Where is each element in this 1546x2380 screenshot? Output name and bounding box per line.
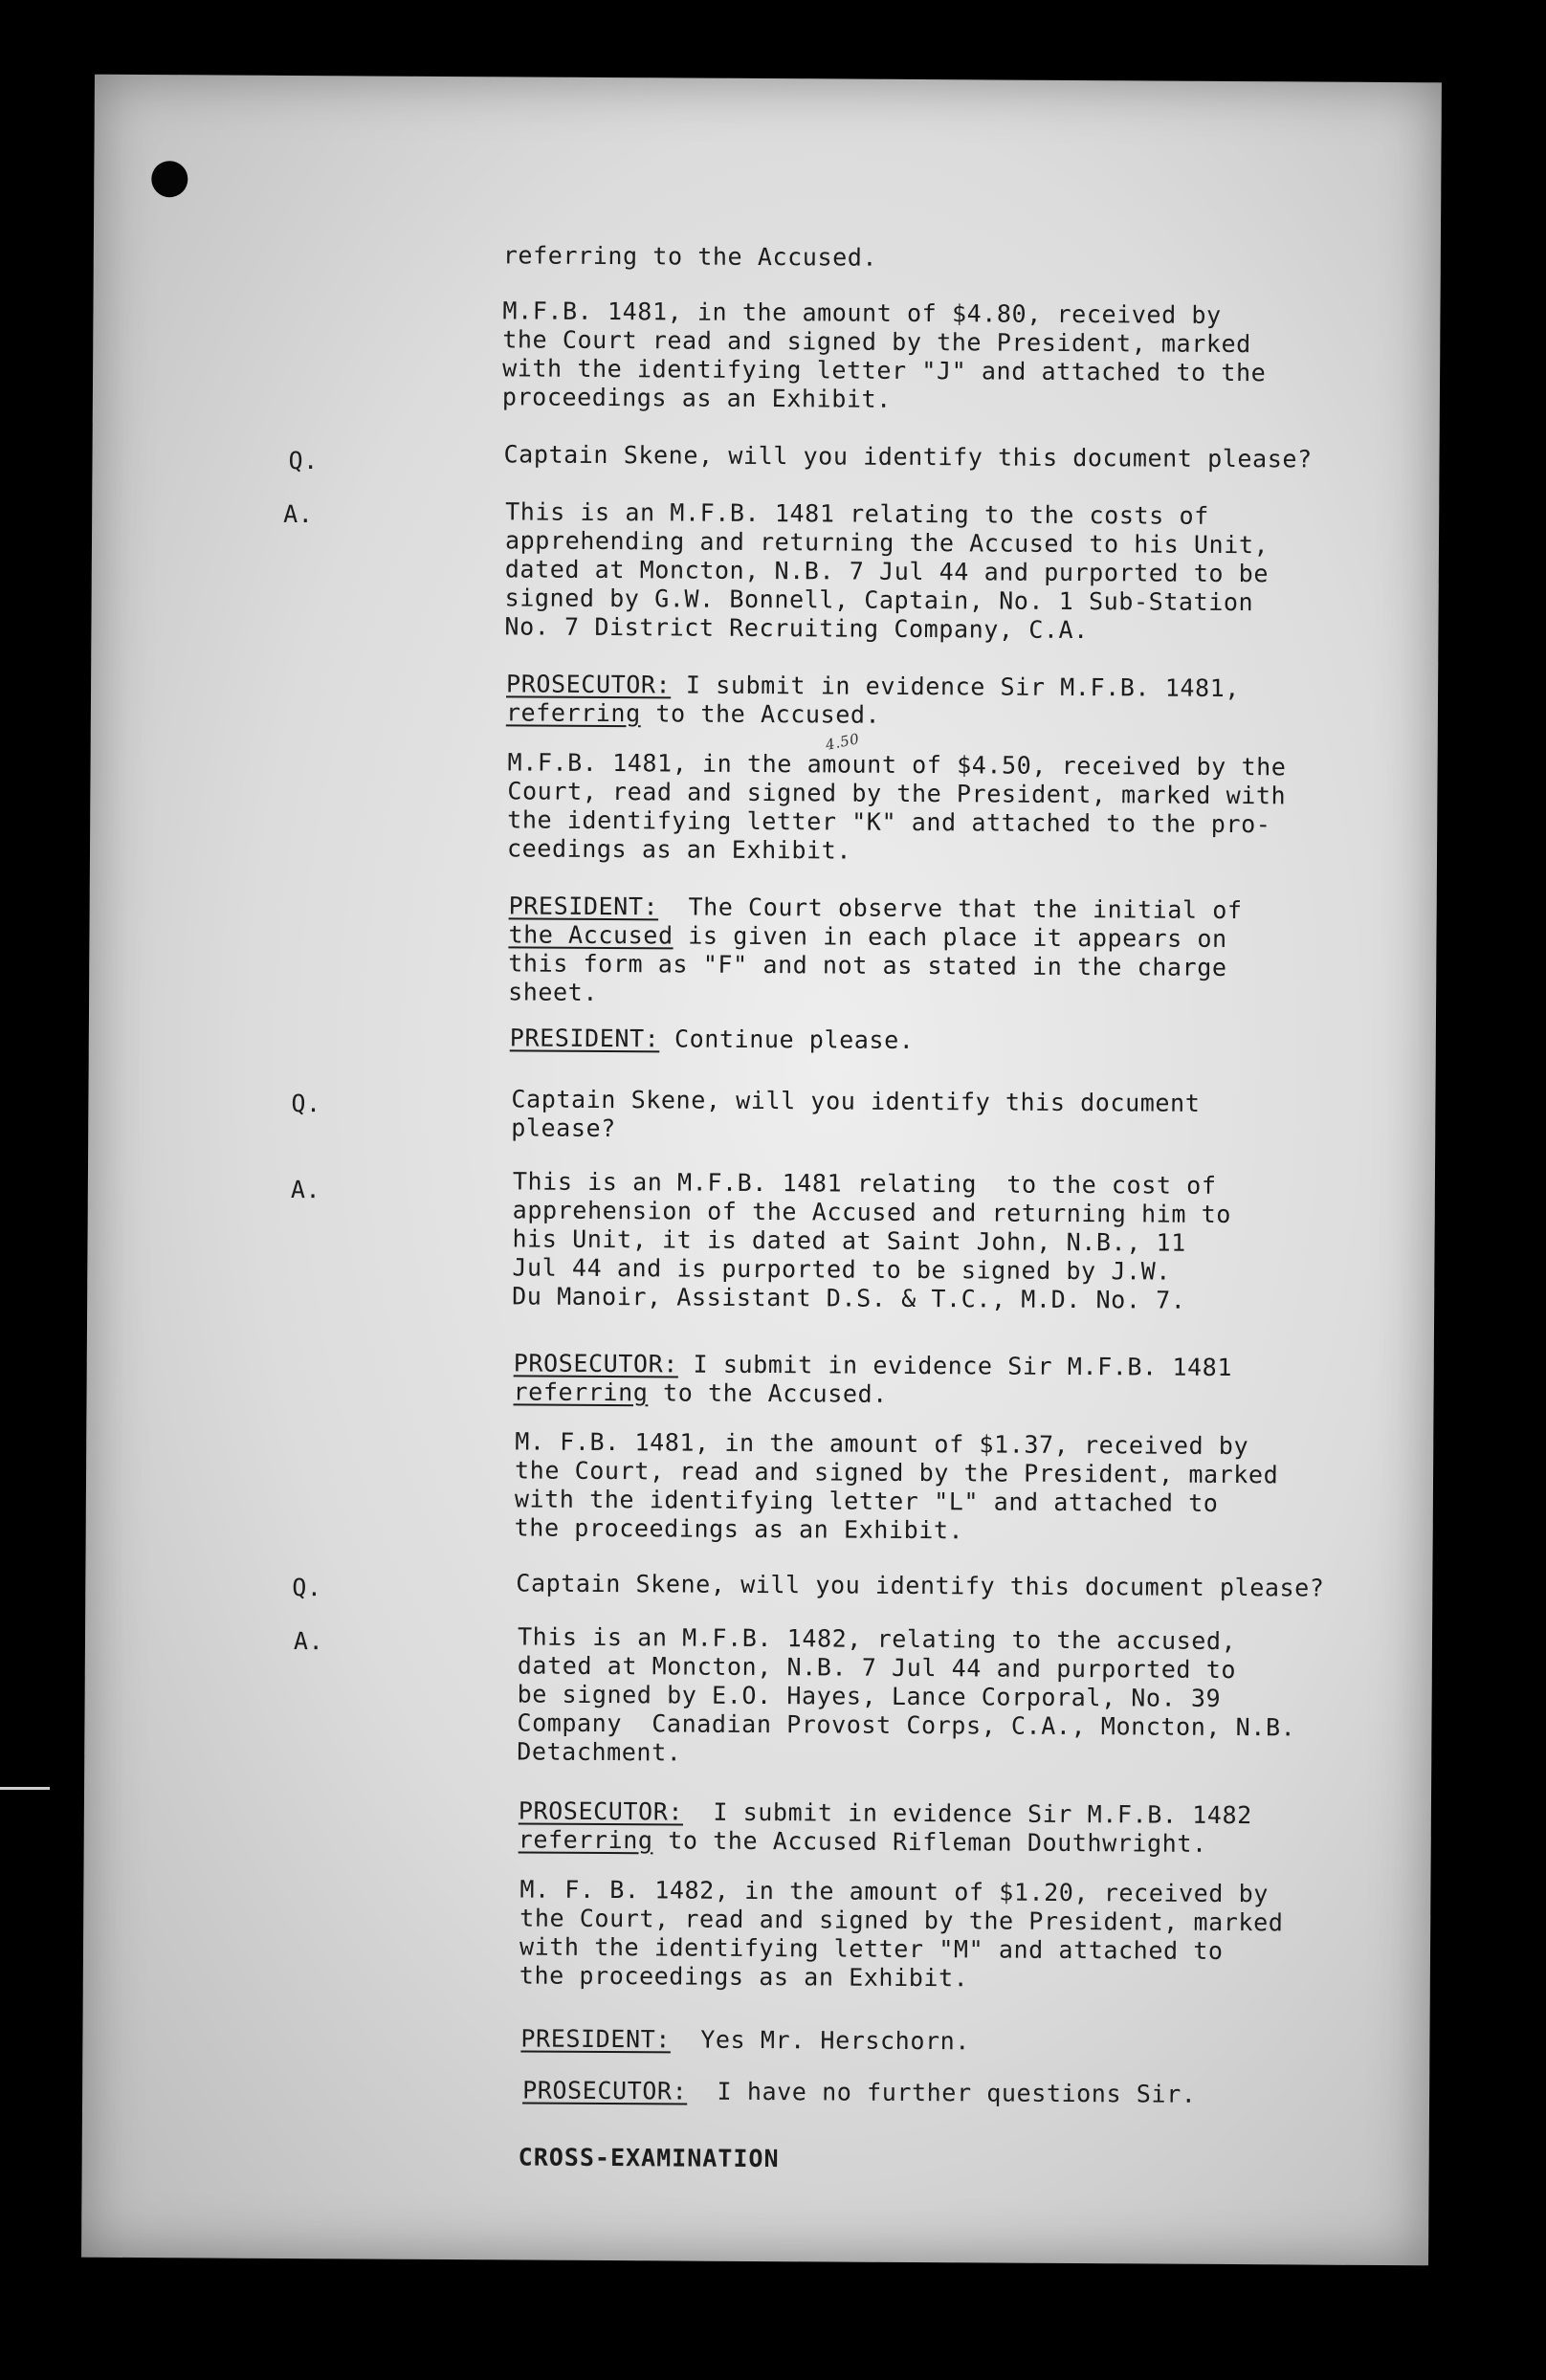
- answer-label: A.: [283, 499, 314, 529]
- paragraph-continuation: referring to the Accused.: [502, 241, 878, 272]
- exhibit-j-paragraph: M.F.B. 1481, in the amount of $4.80, received by the Court read and signed by the President, marked with the identifying letter "J" and attached to the proceedings as an Exhibit.: [501, 297, 1267, 413]
- answer-text: This is an M.F.B. 1482, relating to the accused, dated at Moncton, N.B. 7 Jul 44 and purported to be signed by E.O. Hayes, Lance Corporal, No. 39 Company Canadian Provost Corps, C.A., Moncton, N.B. Detachment.: [517, 1622, 1296, 1767]
- president-statement: [508, 892, 1243, 1011]
- handwritten-annotation: 4.50: [824, 730, 861, 754]
- speaker-prosecutor: PROSECUTOR:: [513, 1349, 679, 1378]
- question-label: Q.: [291, 1089, 321, 1118]
- underlined-word: referring: [505, 698, 641, 728]
- prosecutor-statement: [519, 1796, 1252, 1859]
- exhibit-m-paragraph: M. F. B. 1482, in the amount of $1.20, received by the Court, read and signed by the President, marked with the identifying letter "M" and attached to the proceedings as an Exhibit.: [519, 1875, 1284, 1993]
- question-label: Q.: [288, 446, 319, 475]
- prosecutor-statement: [506, 670, 1240, 732]
- president-statement: [510, 1024, 915, 1055]
- statement-text: Continue please.: [659, 1025, 915, 1054]
- underlined-word: the Accused: [508, 920, 674, 950]
- statement-text: to the Accused.: [640, 699, 881, 729]
- exhibit-k-paragraph: M.F.B. 1481, in the amount of $4.50, received by the Court, read and signed by the President, marked with the identifying letter "K" and attached to the pro- ceedings as an Exhibit.: [506, 748, 1287, 865]
- question-text: Captain Skene, will you identify this document please?: [516, 1569, 1325, 1602]
- statement-text: Yes Mr. Herschorn.: [670, 2025, 971, 2056]
- prosecutor-statement: [513, 1349, 1232, 1411]
- question-text: Captain Skene, will you identify this document please?: [511, 1085, 1201, 1143]
- answer-text: This is an M.F.B. 1481 relating to the costs of apprehending and returning the Accused to his Unit, dated at Moncton, N.B. 7 Jul 44 and purported to be signed by G.W. Bonnell, Captain, No. 1 Sub-Station No. 7 District Recruiting Company, C.A.: [504, 497, 1270, 645]
- statement-text: I have no further questions Sir.: [687, 2077, 1197, 2108]
- statement-text: I submit in evidence Sir M.F.B. 1481: [677, 1350, 1233, 1382]
- answer-label: A.: [290, 1175, 321, 1204]
- statement-text: The Court observe that the initial of: [658, 892, 1243, 925]
- statement-text: to the Accused Rifleman Douthwright.: [652, 1826, 1207, 1858]
- prosecutor-statement: [522, 2076, 1196, 2108]
- document-page: [81, 75, 1442, 2266]
- statement-text: I submit in evidence Sir M.F.B. 1481,: [671, 671, 1241, 703]
- statement-text: is given in each place it appears on this form as "F" and not as stated in the charge sheet.: [508, 921, 1227, 1006]
- speaker-prosecutor: PROSECUTOR:: [522, 2076, 688, 2105]
- scan-margin-mark: [0, 1787, 50, 1790]
- question-text: Captain Skene, will you identify this document please?: [503, 440, 1313, 474]
- statement-text: I submit in evidence Sir M.F.B. 1482: [682, 1797, 1252, 1830]
- speaker-prosecutor: PROSECUTOR:: [518, 1796, 684, 1826]
- statement-text: to the Accused.: [648, 1378, 888, 1408]
- transcript-body: [81, 75, 1442, 2266]
- speaker-president: PRESIDENT:: [508, 892, 659, 921]
- president-statement: [520, 2024, 970, 2056]
- question-label: Q.: [292, 1574, 322, 1602]
- speaker-president: PRESIDENT:: [509, 1024, 660, 1053]
- exhibit-l-paragraph: M. F.B. 1481, in the amount of $1.37, received by the Court, read and signed by the President, marked with the identifying letter "L" and attached to the proceedings as an Exhibit.: [514, 1427, 1279, 1545]
- section-heading: CROSS-EXAMINATION: [518, 2143, 780, 2173]
- underlined-word: referring: [513, 1377, 649, 1407]
- speaker-president: PRESIDENT:: [520, 2024, 672, 2054]
- underlined-word: referring: [518, 1825, 653, 1855]
- answer-label: A.: [293, 1627, 324, 1656]
- speaker-prosecutor: PROSECUTOR:: [506, 670, 672, 699]
- answer-text: This is an M.F.B. 1481 relating to the cost of apprehension of the Accused and returning him to his Unit, it is dated at Saint John, N.B., 11 Jul 44 and is purported to be signed by J.W. Du Manoir, Assistant D.S. & T.C., M.D. No. 7.: [512, 1167, 1232, 1314]
